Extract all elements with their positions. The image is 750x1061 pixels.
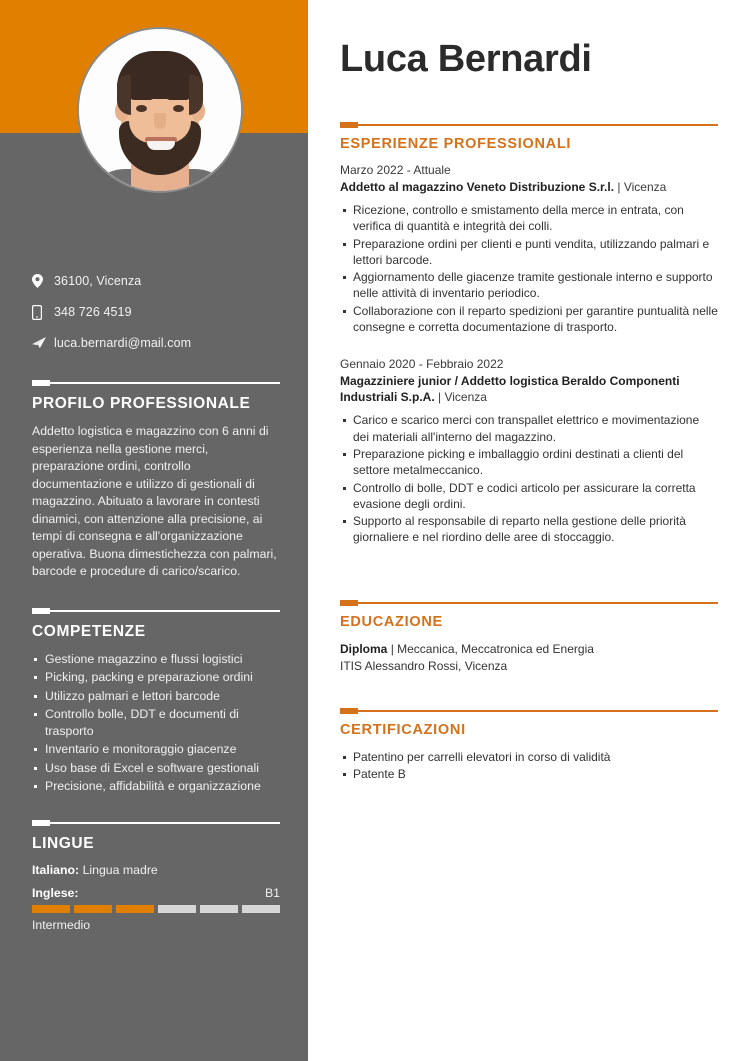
experience-entry — [340, 357, 718, 545]
language-native-name: Italiano: — [32, 863, 80, 877]
language-second-note: Intermedio — [32, 918, 91, 932]
experience-location: | Vicenza — [438, 390, 487, 405]
language-second-cefr: B1 — [264, 886, 280, 900]
portrait-photo-icon — [79, 29, 241, 191]
contact-email-text: luca.bernardi@mail.com — [54, 336, 192, 350]
proficiency-segment — [32, 905, 70, 913]
contact-phone[interactable] — [32, 299, 282, 325]
experience-date: Marzo 2022 - Attuale — [340, 163, 451, 177]
proficiency-segment — [158, 905, 196, 913]
section-education — [340, 600, 718, 674]
proficiency-segment — [116, 905, 154, 913]
list-item: Picking, packing e preparazione ordini — [32, 669, 280, 686]
list-item: Supporto al responsabile di reparto nella gestione delle priorità giornaliere e nel riordino delle aree di stoccaggio. — [340, 513, 718, 546]
page-title: Luca Bernardi — [340, 38, 592, 80]
experience-location: | Vicenza — [617, 180, 667, 194]
sidebar — [0, 0, 308, 1061]
list-item: Gestione magazzino e flussi logistici — [32, 651, 280, 668]
experience-bullets — [340, 412, 718, 545]
list-item: Inventario e monitoraggio giacenze — [32, 741, 280, 758]
contact-phone-text: 348 726 4519 — [54, 305, 132, 319]
language-proficiency-bar — [32, 905, 280, 913]
section-skills — [32, 608, 280, 796]
education-entry — [340, 641, 718, 658]
experience-role-title: Addetto al magazzino Veneto Distribuzione S.r.l. — [340, 180, 615, 194]
section-divider — [340, 708, 718, 714]
list-item: Preparazione ordini per clienti e punti vendita, utilizzando palmari e lettori barcode. — [340, 236, 718, 269]
proficiency-segment — [242, 905, 280, 913]
list-item: Patente B — [340, 766, 718, 782]
section-divider — [32, 380, 280, 386]
language-native-level: Lingua madre — [82, 863, 158, 877]
certifications-list — [340, 749, 718, 783]
language-second-header — [32, 886, 280, 900]
section-title-skills: COMPETENZE — [32, 623, 146, 640]
section-divider — [32, 608, 280, 614]
section-divider — [340, 122, 718, 128]
section-title-languages: LINGUE — [32, 835, 95, 852]
proficiency-segment — [74, 905, 112, 913]
section-title-education: EDUCAZIONE — [340, 614, 443, 630]
experience-date: Gennaio 2020 - Febbraio 2022 — [340, 357, 504, 372]
list-item: Ricezione, controllo e smistamento della merce in entrata, con verifica di quantità e integrità dei colli. — [340, 202, 718, 235]
skills-list — [32, 651, 280, 795]
section-divider — [340, 600, 718, 606]
education-degree: Diploma — [340, 642, 388, 656]
list-item: Collaborazione con il reparto spedizioni per garantire puntualità nelle consegne e corretta documentazione di trasporto. — [340, 303, 718, 336]
section-languages — [32, 820, 280, 932]
experience-role — [340, 179, 718, 195]
list-item: Utilizzo palmari e lettori barcode — [32, 688, 280, 705]
section-experience — [340, 122, 718, 562]
section-title-certifications: CERTIFICAZIONI — [340, 722, 466, 738]
proficiency-segment — [200, 905, 238, 913]
list-item: Preparazione picking e imballaggio ordini destinati a clienti del settore metalmeccanico. — [340, 446, 718, 479]
list-item: Patentino per carrelli elevatori in corso di validità — [340, 749, 718, 765]
section-profile — [32, 380, 280, 581]
list-item: Controllo di bolle, DDT e codici articolo per assicurare la corretta evasione degli ordini. — [340, 480, 718, 513]
avatar — [77, 27, 243, 193]
section-title-experience: ESPERIENZE PROFESSIONALI — [340, 136, 572, 152]
experience-bullets — [340, 202, 718, 335]
section-divider — [32, 820, 280, 826]
contact-location-text: 36100, Vicenza — [54, 274, 142, 288]
language-second-name: Inglese: — [32, 886, 79, 900]
mobile-phone-icon — [32, 305, 54, 320]
contact-location[interactable] — [32, 268, 282, 294]
list-item: Aggiornamento delle giacenze tramite gestionale interno e supporto nelle attività di inventario periodico. — [340, 269, 718, 302]
section-title-profile: PROFILO PROFESSIONALE — [32, 395, 251, 412]
paper-plane-icon — [32, 337, 54, 349]
experience-entry — [340, 163, 718, 335]
list-item: Carico e scarico merci con transpallet elettrico e movimentazione dei materiali all'interno del magazzino. — [340, 412, 718, 445]
list-item: Precisione, affidabilità e organizzazione — [32, 778, 280, 795]
contact-list — [32, 268, 282, 361]
education-school: ITIS Alessandro Rossi, Vicenza — [340, 658, 508, 673]
section-certifications — [340, 708, 718, 784]
map-pin-icon — [32, 274, 54, 288]
list-item: Controllo bolle, DDT e documenti di trasporto — [32, 706, 280, 741]
experience-role — [340, 373, 718, 405]
experience-role-title: Magazziniere junior / Addetto logistica Beraldo Componenti Industriali S.p.A. — [340, 374, 680, 405]
list-item: Uso base di Excel e software gestionali — [32, 760, 280, 777]
profile-text: Addetto logistica e magazzino con 6 anni di esperienza nella gestione merci, preparazione ordini, controllo documentazione e utilizzo di gestionali di magazzino. Abituato a lavorare in contesti dinamici, con attenzione alla precisione, ai tempi di consegna e all'organizzazione operativa. Buona dimestichezza con palmari, barcode e procedure di carico/scarico. — [32, 424, 277, 578]
main-column — [308, 0, 750, 1061]
contact-email[interactable] — [32, 330, 282, 356]
language-native — [32, 863, 280, 877]
education-field: | Meccanica, Meccatronica ed Energia — [390, 642, 594, 656]
